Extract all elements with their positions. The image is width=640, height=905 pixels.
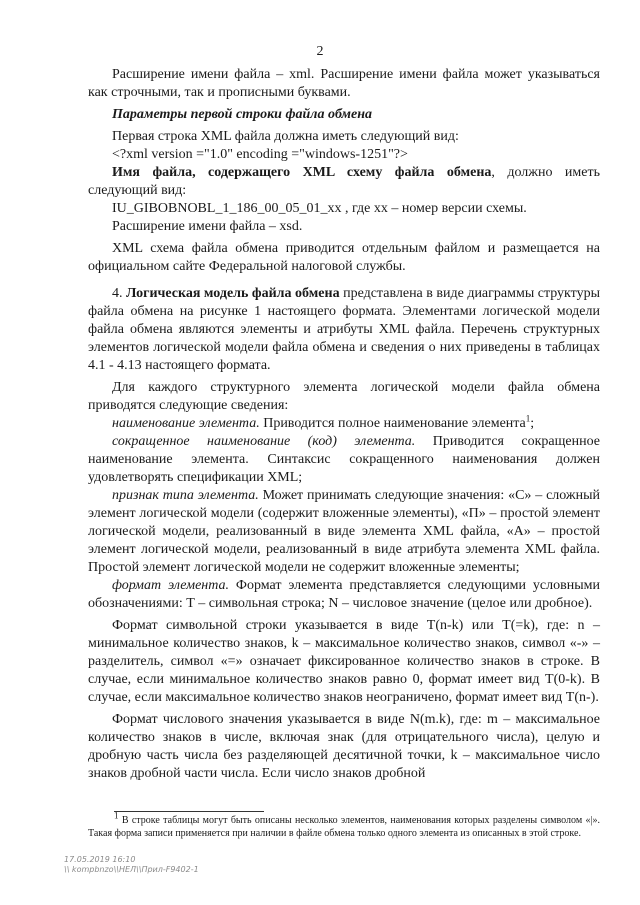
footnote-divider	[114, 811, 264, 812]
page-number: 2	[316, 44, 324, 59]
schema-file-name: IU_GIBOBNOBL_1_186_00_05_01_xx , где xx – номер версии схемы.	[112, 201, 527, 216]
item-element-format: формат элемента. Формат элемента представляется следующими условными обозначениями: Т – символьная строка; N – числовое значение (целое или дробное).	[88, 578, 600, 611]
paragraph-element-info: Для каждого структурного элемента логической модели файла обмена приводятся следующие сведения:	[88, 380, 600, 413]
footnote-mark: 1	[114, 810, 119, 821]
heading-schema-file-name: Имя файла, содержащего XML схему файла обмена	[112, 165, 492, 180]
term-logical-model: Логическая модель файла обмена	[126, 286, 340, 301]
footnote	[88, 810, 600, 840]
item-element-name: наименование элемента. Приводится полное наименование элемента$^1$;	[112, 413, 535, 431]
print-stamp-path: \\ kompbnzo\\НЕЛ\\Прил-F9402-1	[64, 865, 199, 874]
footnote-ref: 1	[525, 413, 531, 424]
paragraph-schema-name: Имя файла, содержащего XML схему файла обмена, должно иметь следующий вид:	[88, 165, 600, 198]
paragraph-extension-xsd: Расширение имени файла – xsd.	[112, 219, 303, 234]
item-element-code: сокращенное наименование (код) элемента. Приводится сокращенное наименование элемента. Синтаксис сокращенного наименования должен удовлетворять спецификации XML;	[88, 434, 600, 485]
paragraph-logical-model: 4. Логическая модель файла обмена представлена в виде диаграммы структуры файла обмена на рисунке 1 настоящего формата. Элементами логической модели файла обмена являются элементы и атрибуты XML файла. Перечень структурных элементов логической модели файла обмена и сведения о них приведены в таблицах 4.1 - 4.13 настоящего формата.	[88, 286, 601, 373]
heading-first-line-params: Параметры первой строки файла обмена	[112, 107, 372, 122]
paragraph-number-format: Формат числового значения указывается в виде N(m.k), где: m – максимальное количество знаков в числе, включая знак (для отрицательного числа), целую и дробную часть числа без разделяющей десятичной точки, k – максимальное число знаков дробной части числа. Если число знаков дробной	[88, 712, 600, 781]
paragraph-extension-xml: Расширение имени файла – xml. Расширение имени файла может указываться как строчными, так и прописными буквами.	[88, 67, 600, 100]
item-element-type: признак типа элемента. Может принимать следующие значения: «С» – сложный элемент логической модели (содержит вложенные элементы), «П» – простой элемент логической модели, реализованный в виде элемента XML файла, «А» – простой элемент логической модели, реализованный в виде атрибута элемента XML файла. Простой элемент логической модели не содержит вложенные элементы;	[88, 488, 600, 575]
paragraph-schema-published: XML схема файла обмена приводится отдельным файлом и размещается на официальном сайте Федеральной налоговой службы.	[88, 241, 600, 274]
paragraph-first-line: Первая строка XML файла должна иметь следующий вид:	[112, 129, 459, 144]
paragraph-string-format: Формат символьной строки указывается в виде Т(n-k) или Т(=k), где: n – минимальное количество знаков, k – максимальное количество знаков, символ «-» – разделитель, символ «=» означает фиксированное количество знаков в строке. В случае, если минимальное количество знаков равно 0, формат имеет вид Т(0-k). В случае, если максимальное количество знаков неограничено, формат имеет вид Т(n-).	[88, 618, 600, 705]
document-body	[88, 66, 600, 783]
footnote-text: В строке таблицы могут быть описаны несколько элементов, наименования которых разделены символом «|». Такая форма записи применяется при наличии в файле обмена только одного элемента из описанных в этой строке.	[88, 815, 600, 839]
print-stamp-date: 17.05.2019 16:10	[64, 855, 136, 864]
xml-declaration: <?xml version ="1.0" encoding ="windows-1251"?>	[112, 147, 408, 162]
